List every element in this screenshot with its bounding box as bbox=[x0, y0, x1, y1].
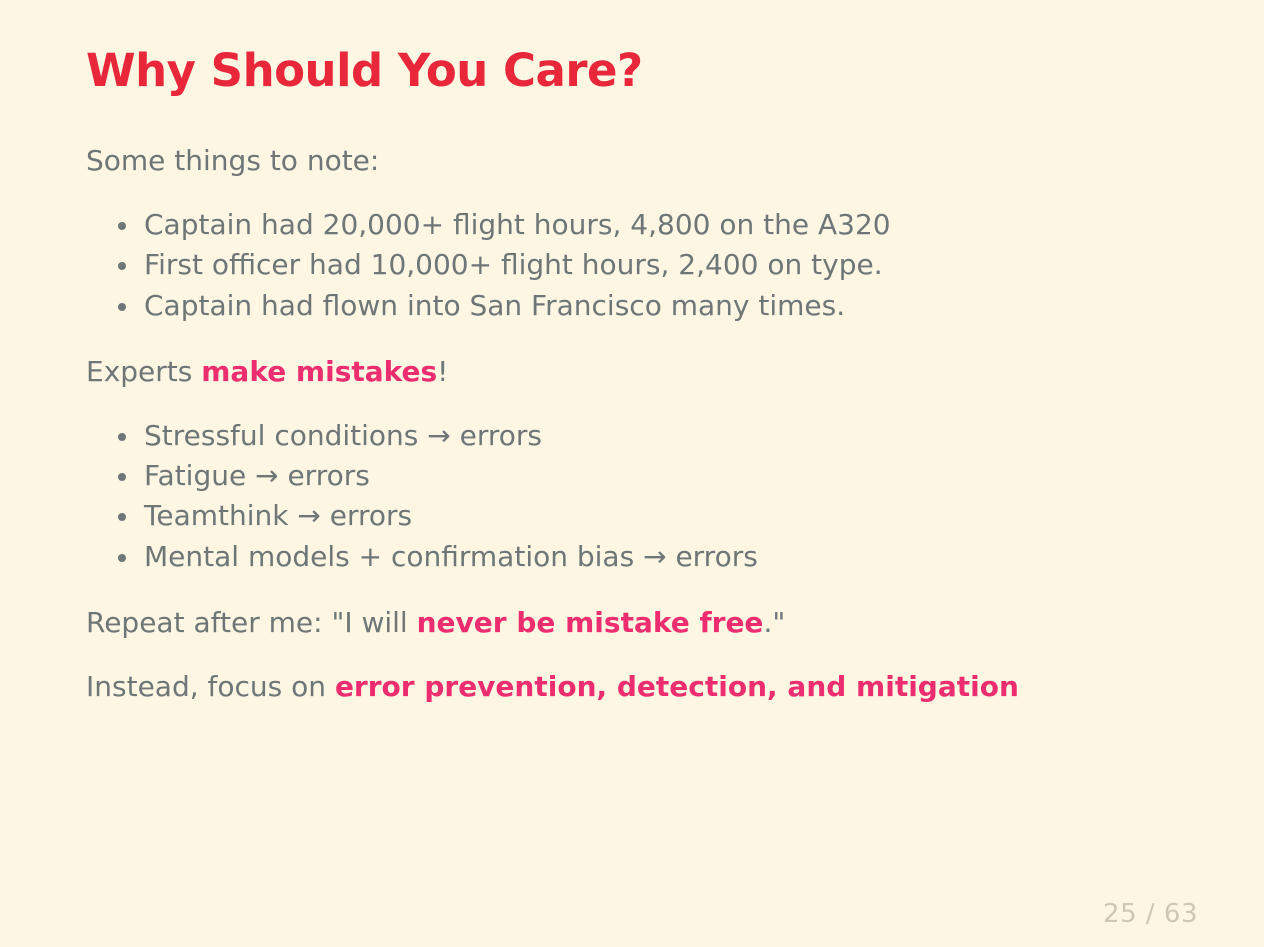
list-item bbox=[110, 417, 1178, 455]
instead-paragraph bbox=[86, 668, 1178, 706]
instead-prefix: Instead, focus on bbox=[86, 669, 335, 703]
page-title: Why Should You Care? bbox=[86, 44, 643, 97]
list-item-label: First officer had 10,000+ flight hours, 2,400 on type. bbox=[144, 248, 883, 282]
repeat-suffix: ." bbox=[763, 606, 786, 640]
list-item bbox=[110, 246, 1178, 284]
list-item bbox=[110, 538, 1178, 576]
list-item-label: Teamthink → errors bbox=[144, 499, 413, 533]
causes-list bbox=[86, 417, 1178, 576]
list-item-label: Mental models + confirmation bias → errors bbox=[144, 539, 758, 573]
experts-suffix: ! bbox=[437, 354, 449, 388]
experts-highlight: make mistakes bbox=[201, 354, 438, 388]
experts-prefix: Experts bbox=[86, 354, 202, 388]
experts-paragraph bbox=[86, 353, 1178, 391]
repeat-prefix: Repeat after me: "I will bbox=[86, 606, 417, 640]
page-number: 25 / 63 bbox=[1103, 899, 1198, 929]
list-item bbox=[110, 287, 1178, 325]
repeat-highlight: never be mistake free bbox=[416, 606, 764, 640]
list-item bbox=[110, 206, 1178, 244]
intro-paragraph: Some things to note: bbox=[86, 144, 380, 177]
list-item-label: Captain had 20,000+ flight hours, 4,800 on the A320 bbox=[144, 207, 891, 241]
list-item-label: Stressful conditions → errors bbox=[144, 418, 543, 452]
list-item bbox=[110, 497, 1178, 535]
list-item bbox=[110, 457, 1178, 495]
list-item-label: Fatigue → errors bbox=[144, 459, 370, 493]
repeat-paragraph bbox=[86, 604, 1178, 642]
list-item-label: Captain had flown into San Francisco many times. bbox=[144, 288, 846, 322]
facts-list bbox=[86, 206, 1178, 325]
instead-highlight: error prevention, detection, and mitigation bbox=[334, 669, 1019, 703]
